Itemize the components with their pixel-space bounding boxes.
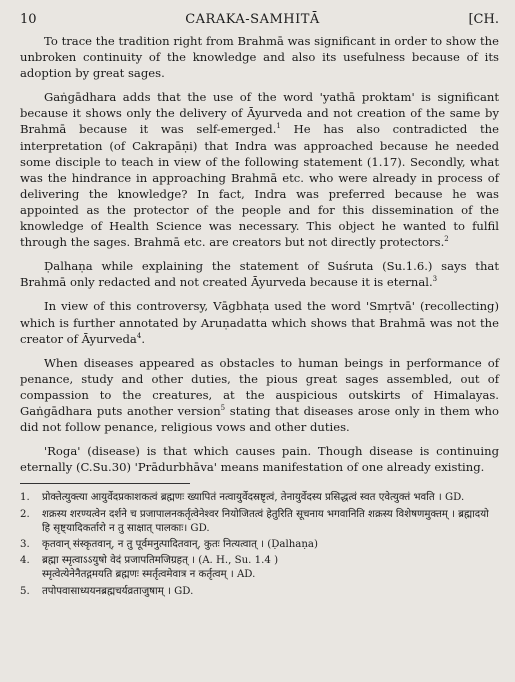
- paragraph: To trace the tradition right from Brahmā was significant in order to show the unbroken continuity of the knowledge and also its usefulness because of its adoption by great sages.: [20, 34, 499, 81]
- paragraph: Ḍalhaṇa while explaining the statement of Suśruta (Su.1.6.) says that Brahmā only redacted and not created Āyurveda because it is eternal.$^3$: [20, 259, 499, 290]
- footnote-divider: [20, 483, 190, 484]
- paragraph: When diseases appeared as obstacles to human beings in performance of penance, study and other duties, the pious great sages assembled, out of compassion to the creatures, at the auspicious outskirts of Himalayas. Gaṅgādhara puts another version$^5$ stating that diseases arose only in them who did not follow penance, religious vows and other duties.: [20, 355, 499, 435]
- footnote-ref: 4: [136, 331, 142, 340]
- body-text: [20, 33, 499, 475]
- footnote: 5. तपोपवासाध्ययनब्रह्मचर्यव्रताजुषाम् । GD.: [20, 585, 194, 597]
- footnote-ref: 5: [220, 404, 226, 413]
- footnote-ref: 1: [276, 122, 281, 131]
- footnote: 3. कृतवान् संस्कृतवान्, न तु पूर्वमनुत्पादितवान्, कुतः नित्यत्वात् । (Ḍalhaṇa): [20, 538, 318, 550]
- footnote: 1. प्रोक्तेत्युक्त्या आयुर्वेदप्रकाशकत्वं ब्रह्मणः ख्यापितं नत्वायुर्वेदस्रष्टृत्वं, तेनायुर्वेदस्य प्रसिद्धत्वं स्वत एवेत्युक्तं भवति । GD.: [20, 492, 465, 504]
- paragraph: 'Roga' (disease) is that which causes pain. Though disease is continuing eternally (C.Su.30) 'Prādurbhāva' means manifestation of one already existing.: [20, 444, 499, 475]
- page-header: [20, 12, 499, 28]
- footnotes: [20, 491, 499, 598]
- paragraph: Gaṅgādhara adds that the use of the word 'yathā proktam' is significant because it shows only the delivery of Āyurveda and not creation of the same by Brahmā because it was self-emerged.$^1$ He has also contradicted the interpretation (of Cakrapāṇi) that Indra was approached because he needed some disciple to teach in view of the following statement (1.17). Secondly, what was the hindrance in approaching Brahmā etc. who were already in process of delivering the knowledge? In fact, Indra was preferred because he was appointed as the protector of the people and for this dissemination of the knowledge of Health Science was necessary. This object he wanted to fulfil through the sages. Brahmā etc. are creators but not directly protectors.$^2$: [20, 90, 500, 250]
- chapter-marker: [CH.: [468, 12, 499, 27]
- footnote-ref: 3: [432, 275, 438, 284]
- running-title: CARAKA-SAMHITĀ: [185, 12, 320, 27]
- footnote-ref: 2: [444, 235, 449, 244]
- page-number: 10: [20, 12, 37, 27]
- footnote: 2. शक्रस्य शरण्यत्वेन दर्शने च प्रजापालनकर्तृत्वेनेश्वर नियोजितत्वं हेतुरिति सूचनाय भगवानिति शक्रस्य विशेषणमुक्तम् । ब्रह्मादयो हि सृष्ट्यादिकर्तारो न तु साक्षात् पालकाः। GD.: [20, 508, 489, 534]
- footnote: 4. ब्रह्मा स्मृत्वाऽऽयुषो वेदं प्रजापतिमजिग्रहत् । (A. H., Su. 1.4 ) स्मृत्वेत्येनेनैतद्गमयति ब्रह्मणः स्मर्तृत्वमेवात्र न कर्तृत्वम् । AD.: [20, 555, 279, 581]
- paragraph: In view of this controversy, Vāgbhaṭa used the word 'Smṛtvā' (recollecting) which is further annotated by Aruṇadatta which shows that Brahmā was not the creator of Āyurveda$^4$.: [20, 299, 499, 346]
